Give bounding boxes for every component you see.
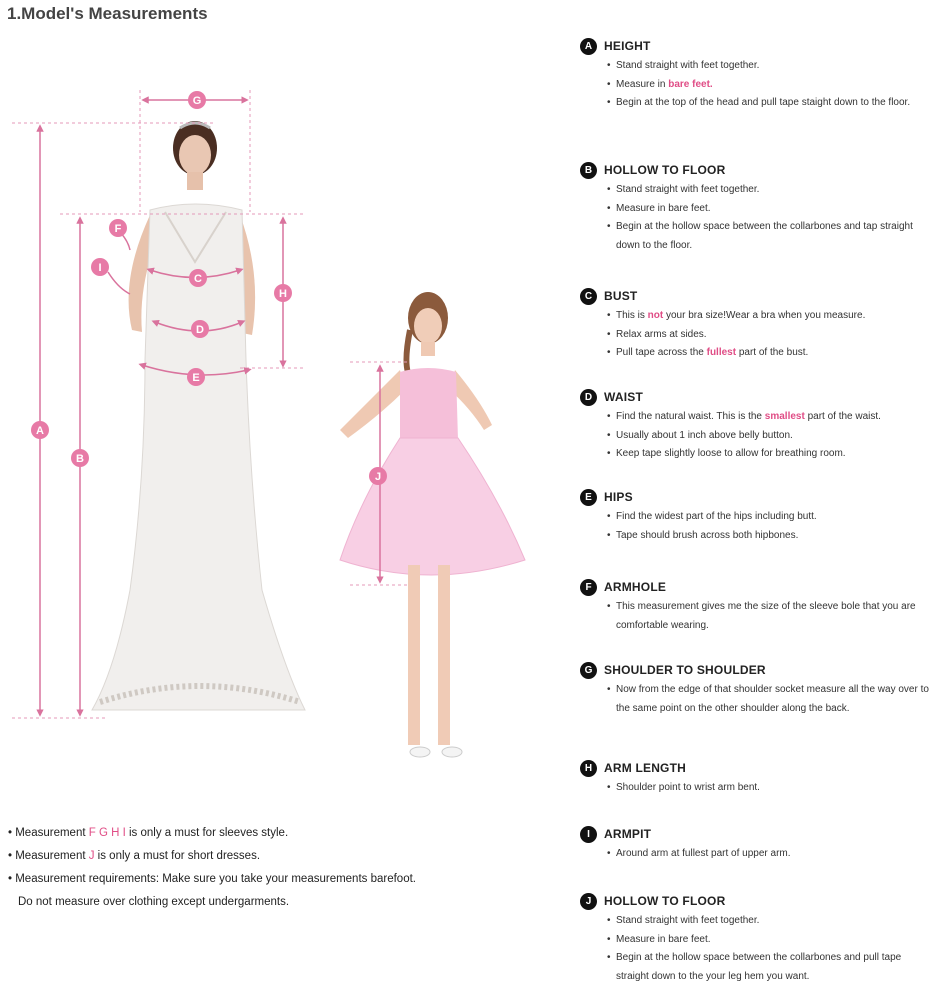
note-short-dresses: • Measurement J is only a must for short dresses. (8, 850, 261, 862)
instruction-text: Begin at the hollow space between the collarbones and tap straight down to the floor. (616, 221, 913, 251)
label-e: E (192, 372, 200, 384)
instruction-item (604, 344, 930, 363)
label-a: A (36, 425, 44, 437)
instruction-text: Now from the edge of that shoulder socket measure all the way over to the same point on the other shoulder along the back. (616, 684, 929, 714)
instruction-item (604, 445, 930, 464)
measurement-header (580, 487, 930, 507)
measurement-header (580, 577, 930, 597)
measurement-title: HIPS (604, 490, 633, 504)
instruction-text: Measure in bare feet. (616, 933, 711, 945)
measurement-header (580, 824, 930, 844)
label-h: H (279, 288, 287, 300)
instruction-text: Shoulder point to wrist arm bent. (616, 782, 760, 793)
measurement-title: ARM LENGTH (604, 761, 686, 775)
label-g: G (192, 95, 202, 107)
instruction-item (604, 408, 930, 427)
highlighted-text: not (647, 310, 664, 321)
instruction-item (604, 94, 930, 113)
instruction-item (604, 307, 930, 326)
measurement-a (580, 36, 930, 113)
letter-badge: B (580, 162, 597, 179)
highlighted-text: bare feet. (668, 78, 713, 90)
instruction-text: This is (616, 310, 648, 321)
instruction-text: Begin at the hollow space between the collarbones and pull tape straight down to the your leg hem you want. (616, 952, 902, 982)
instruction-text: part of the waist. (804, 411, 881, 422)
label-f: F (114, 223, 122, 235)
instruction-item (604, 912, 930, 931)
instruction-text: Measure in bare feet. (616, 202, 711, 214)
measurement-j (580, 891, 930, 986)
measurement-title: ARMHOLE (604, 580, 667, 594)
instruction-text: Keep tape slightly loose to allow for breathing room. (616, 448, 846, 459)
instruction-item (604, 508, 930, 527)
instruction-item (604, 76, 930, 95)
instruction-item (604, 949, 930, 986)
instruction-text: Measure in (616, 78, 669, 90)
instruction-item (604, 218, 930, 255)
measurement-title: HOLLOW TO FLOOR (604, 894, 726, 908)
instruction-list (604, 681, 930, 718)
measurement-header (580, 36, 930, 56)
instruction-list (604, 57, 930, 113)
measurement-f (580, 577, 930, 635)
measurement-title: BUST (604, 289, 638, 303)
instruction-text: Stand straight with feet together. (616, 184, 760, 195)
instruction-item (604, 326, 930, 345)
letter-badge: H (580, 760, 597, 777)
measurement-header (580, 286, 930, 306)
instruction-text: Usually about 1 inch above belly button. (616, 429, 793, 441)
instruction-text: Relax arms at sides. (616, 328, 707, 340)
measurement-e (580, 487, 930, 545)
label-j: J (374, 471, 382, 483)
instruction-text: your bra size!Wear a bra when you measure. (663, 310, 866, 321)
instruction-item (604, 598, 930, 635)
letter-badge: F (580, 579, 597, 596)
instruction-text: part of the bust. (736, 347, 809, 358)
instruction-item (604, 200, 930, 219)
measurement-g (580, 660, 930, 718)
measurement-header (580, 758, 930, 778)
instruction-item (604, 845, 930, 864)
measurement-header (580, 660, 930, 680)
short-dress-model-figure (340, 292, 525, 757)
instruction-text: Pull tape across the (616, 347, 707, 358)
measurement-b (580, 160, 930, 255)
highlighted-text: fullest (706, 347, 737, 358)
instruction-text: Stand straight with feet together. (616, 60, 760, 71)
measurement-header (580, 387, 930, 407)
measurement-h (580, 758, 930, 798)
model-illustration (0, 30, 560, 790)
gown-model-figure (92, 121, 305, 710)
label-c: C (194, 273, 202, 285)
instruction-list (604, 912, 930, 986)
measurement-d (580, 387, 930, 464)
instruction-list (604, 598, 930, 635)
instruction-text: Around arm at fullest part of upper arm. (616, 848, 791, 859)
instruction-list (604, 779, 930, 798)
instruction-text: This measurement gives me the size of the sleeve bole that you are comfortable wearing. (616, 601, 916, 631)
letter-badge: E (580, 489, 597, 506)
page-title: 1.Model's Measurements (7, 4, 208, 23)
measurement-header (580, 891, 930, 911)
label-i: I (98, 262, 102, 274)
note-sleeves: • Measurement F G H I is only a must for sleeves style. (8, 827, 289, 839)
instruction-list (604, 307, 930, 363)
letter-badge: I (580, 826, 597, 843)
note-undergarments: Do not measure over clothing except undergarments. (18, 896, 290, 908)
instruction-text: Begin at the top of the head and pull tape staight down to the floor. (616, 97, 911, 108)
instruction-text: Find the widest part of the hips including butt. (616, 511, 817, 522)
note-requirements: • Measurement requirements: Make sure you take your measurements barefoot. (8, 873, 416, 885)
letter-badge: D (580, 389, 597, 406)
letter-badge: G (580, 662, 597, 679)
instruction-list (604, 508, 930, 545)
letter-badge: C (580, 288, 597, 305)
measurement-c (580, 286, 930, 363)
instruction-list (604, 181, 930, 255)
instruction-item (604, 681, 930, 718)
measurement-title: WAIST (604, 390, 643, 404)
instruction-item (604, 527, 930, 546)
measurement-title: ARMPIT (604, 827, 652, 841)
instruction-item (604, 427, 930, 446)
letter-badge: A (580, 38, 597, 55)
letter-badge: J (580, 893, 597, 910)
measurement-diagram (0, 30, 560, 790)
instruction-item (604, 931, 930, 950)
measurement-i (580, 824, 930, 864)
measurement-title: HEIGHT (604, 39, 651, 53)
instruction-text: Stand straight with feet together. (616, 915, 760, 926)
measurement-header (580, 160, 930, 180)
instruction-text: Tape should brush across both hipbones. (616, 529, 799, 541)
instruction-item (604, 57, 930, 76)
instruction-item (604, 181, 930, 200)
label-b: B (76, 453, 84, 465)
label-d: D (196, 324, 204, 336)
instruction-list (604, 408, 930, 464)
measurement-title: SHOULDER TO SHOULDER (604, 663, 766, 677)
instruction-list (604, 845, 930, 864)
instruction-text: Find the natural waist. This is the (616, 411, 765, 422)
measurement-notes (8, 822, 478, 914)
highlighted-text: smallest (764, 411, 805, 422)
instruction-item (604, 779, 930, 798)
measurement-title: HOLLOW TO FLOOR (604, 163, 726, 177)
